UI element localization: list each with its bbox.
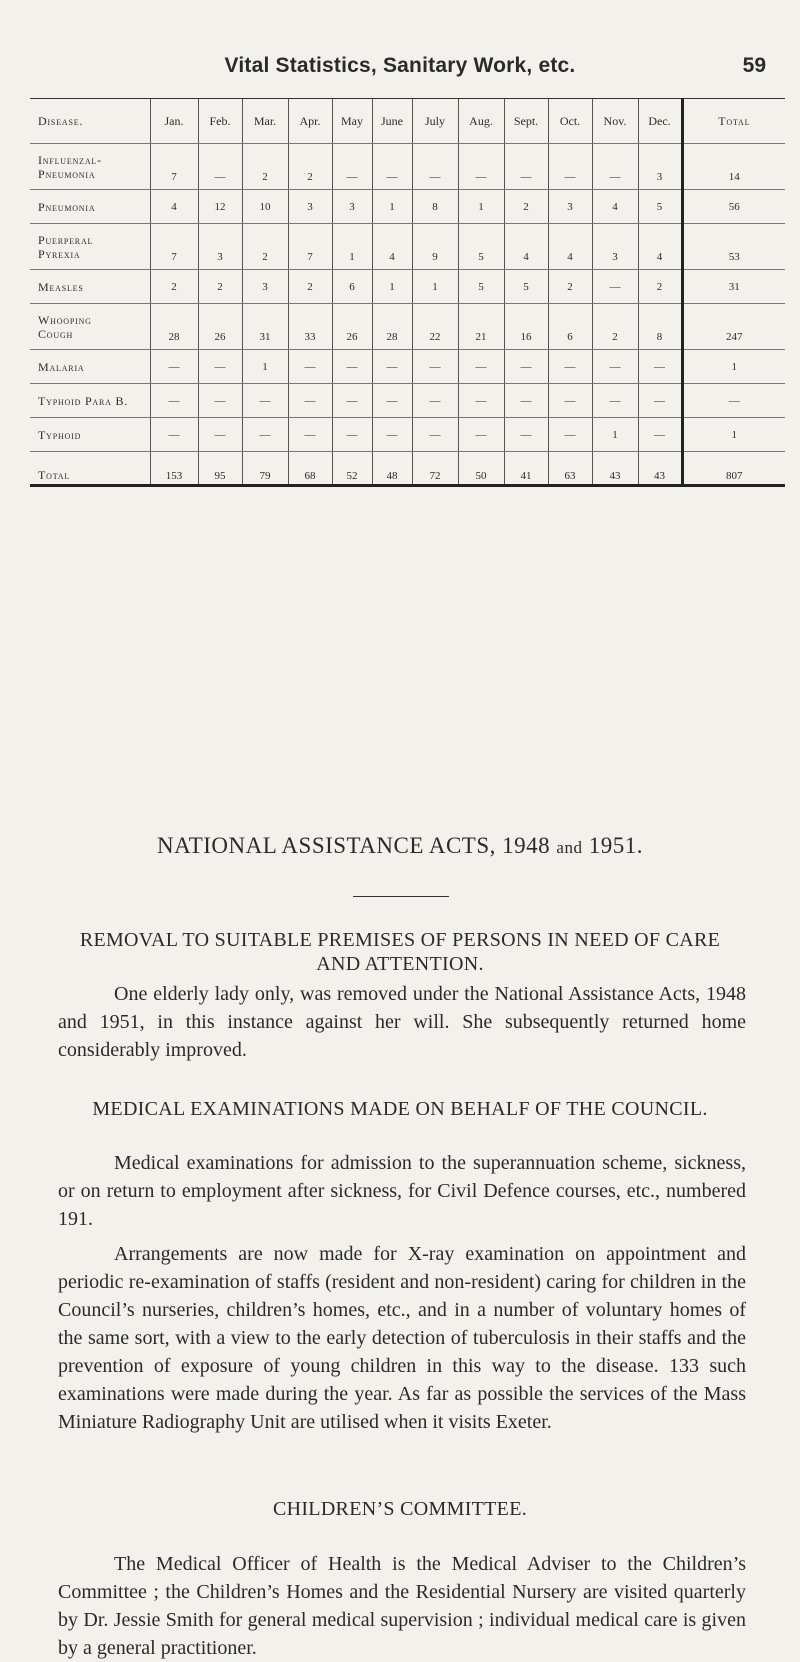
month-value-cell: — xyxy=(504,350,548,384)
page-number: 59 xyxy=(742,54,766,77)
disease-name xyxy=(30,304,150,350)
disease-name-line1: Pneumonia xyxy=(38,199,96,214)
table-row xyxy=(30,384,785,418)
month-value-cell: 4 xyxy=(548,224,592,270)
month-value-cell: 26 xyxy=(332,304,372,350)
month-value-cell: — xyxy=(638,384,682,418)
month-value-cell: 4 xyxy=(372,224,412,270)
disease-name xyxy=(30,418,150,452)
month-value-cell: — xyxy=(288,350,332,384)
table-row xyxy=(30,418,785,452)
month-value-cell: 6 xyxy=(332,270,372,304)
month-value-cell: 7 xyxy=(150,144,198,190)
month-total-cell: 50 xyxy=(458,452,504,486)
month-total-cell: 95 xyxy=(198,452,242,486)
month-value-cell: — xyxy=(592,350,638,384)
month-value-cell: 2 xyxy=(242,224,288,270)
column-header: Nov. xyxy=(592,99,638,144)
month-value-cell: — xyxy=(288,384,332,418)
month-value-cell: 21 xyxy=(458,304,504,350)
disease-monthly-table xyxy=(30,98,785,487)
month-value-cell: — xyxy=(288,418,332,452)
month-value-cell: 1 xyxy=(458,190,504,224)
month-value-cell: — xyxy=(372,418,412,452)
month-value-cell: 5 xyxy=(458,224,504,270)
main-title-part1: NATIONAL ASSISTANCE ACTS, 1948 xyxy=(157,833,557,858)
main-title xyxy=(0,833,800,859)
month-value-cell: 5 xyxy=(638,190,682,224)
month-value-cell: 22 xyxy=(412,304,458,350)
month-value-cell: — xyxy=(504,384,548,418)
month-value-cell: 3 xyxy=(198,224,242,270)
column-header: Feb. xyxy=(198,99,242,144)
month-value-cell: 4 xyxy=(150,190,198,224)
disease-name-line1: Malaria xyxy=(38,359,85,374)
column-header: Oct. xyxy=(548,99,592,144)
disease-name-line1: Puerperal xyxy=(38,232,94,247)
month-total-cell: 68 xyxy=(288,452,332,486)
month-value-cell: — xyxy=(332,144,372,190)
column-header: May xyxy=(332,99,372,144)
section-heading-removal: REMOVAL TO SUITABLE PREMISES OF PERSONS IN NEED OF CARE AND ATTENTION. xyxy=(79,929,721,975)
month-value-cell: — xyxy=(548,144,592,190)
month-total-cell: 72 xyxy=(412,452,458,486)
grand-total-cell: 807 xyxy=(682,452,785,486)
month-value-cell: 2 xyxy=(548,270,592,304)
column-header: Total xyxy=(682,99,785,144)
row-total-cell: 56 xyxy=(682,190,785,224)
disease-name-line1: Typhoid xyxy=(38,427,82,442)
month-value-cell: — xyxy=(458,144,504,190)
disease-name-line1: Measles xyxy=(38,279,84,294)
month-value-cell: 8 xyxy=(412,190,458,224)
table-row xyxy=(30,190,785,224)
month-value-cell: — xyxy=(504,418,548,452)
month-value-cell: — xyxy=(412,350,458,384)
disease-name-line2: Pneumonia xyxy=(38,166,96,181)
month-value-cell: — xyxy=(242,418,288,452)
month-value-cell: — xyxy=(504,144,548,190)
month-value-cell: 16 xyxy=(504,304,548,350)
section-heading-childrens-committee: CHILDREN’S COMMITTEE. xyxy=(272,1498,528,1520)
month-value-cell: — xyxy=(412,144,458,190)
paragraph-removal: One elderly lady only, was removed under the National Assistance Acts, 1948 and 1951, in this instance against her will. She subsequently returned home considerably improved. xyxy=(58,983,746,1061)
column-header: Apr. xyxy=(288,99,332,144)
disease-name-line2: Cough xyxy=(38,326,74,341)
month-value-cell: — xyxy=(638,350,682,384)
paragraph-xray-arrangements: Arrangements are now made for X-ray examination on appointment and periodic re-examination of staffs (resident and non-resident) caring for children in the Council’s nurseries, children’s homes, etc., and in a number of voluntary homes of the same sort, with a view to the early detection of tuberculosis in their staffs and the prevention of exposure of young children in this way to the disease. 133 such examinations were made during the year. As far as possible the services of the Mass Miniature Radiography Unit are utilised when it visits Exeter. xyxy=(58,1243,746,1433)
column-header: July xyxy=(412,99,458,144)
month-value-cell: — xyxy=(150,418,198,452)
running-head: Vital Statistics, Sanitary Work, etc. xyxy=(224,54,576,77)
month-value-cell: 4 xyxy=(592,190,638,224)
month-total-cell: 43 xyxy=(638,452,682,486)
month-value-cell: 2 xyxy=(288,144,332,190)
month-total-cell: 79 xyxy=(242,452,288,486)
month-value-cell: 4 xyxy=(504,224,548,270)
month-value-cell: 6 xyxy=(548,304,592,350)
column-header: Aug. xyxy=(458,99,504,144)
month-value-cell: 3 xyxy=(242,270,288,304)
main-title-part2: 1951. xyxy=(582,833,643,858)
month-value-cell: 9 xyxy=(412,224,458,270)
month-value-cell: — xyxy=(332,384,372,418)
disease-name xyxy=(30,224,150,270)
row-total-cell: 31 xyxy=(682,270,785,304)
table-total-row xyxy=(30,452,785,486)
disease-name-line1: Whooping xyxy=(38,312,92,327)
month-value-cell: — xyxy=(412,384,458,418)
month-value-cell: 3 xyxy=(332,190,372,224)
month-value-cell: 2 xyxy=(592,304,638,350)
month-value-cell: 26 xyxy=(198,304,242,350)
month-value-cell: 1 xyxy=(592,418,638,452)
month-value-cell: 2 xyxy=(504,190,548,224)
table-header-row xyxy=(30,99,785,144)
month-value-cell: — xyxy=(458,418,504,452)
month-total-cell: 48 xyxy=(372,452,412,486)
month-value-cell: 1 xyxy=(372,190,412,224)
month-value-cell: 4 xyxy=(638,224,682,270)
column-header: Disease. xyxy=(30,99,150,144)
month-total-cell: 43 xyxy=(592,452,638,486)
row-total-cell: — xyxy=(682,384,785,418)
month-value-cell: — xyxy=(198,144,242,190)
table-row xyxy=(30,270,785,304)
month-value-cell: — xyxy=(332,418,372,452)
total-label: Total xyxy=(30,452,150,486)
month-value-cell: 3 xyxy=(638,144,682,190)
month-value-cell: 10 xyxy=(242,190,288,224)
month-total-cell: 52 xyxy=(332,452,372,486)
table-row xyxy=(30,350,785,384)
month-value-cell: — xyxy=(242,384,288,418)
month-value-cell: — xyxy=(458,384,504,418)
month-value-cell: 3 xyxy=(592,224,638,270)
month-value-cell: 28 xyxy=(372,304,412,350)
disease-name-line2: Pyrexia xyxy=(38,246,81,261)
month-value-cell: — xyxy=(548,418,592,452)
month-value-cell: — xyxy=(412,418,458,452)
row-total-cell: 1 xyxy=(682,350,785,384)
month-value-cell: — xyxy=(372,384,412,418)
month-value-cell: 7 xyxy=(288,224,332,270)
month-value-cell: 33 xyxy=(288,304,332,350)
row-total-cell: 1 xyxy=(682,418,785,452)
month-value-cell: — xyxy=(548,350,592,384)
month-value-cell: 12 xyxy=(198,190,242,224)
month-value-cell: — xyxy=(548,384,592,418)
month-value-cell: 2 xyxy=(242,144,288,190)
section-heading-medical-examinations: MEDICAL EXAMINATIONS MADE ON BEHALF OF THE COUNCIL. xyxy=(92,1098,708,1120)
month-total-cell: 41 xyxy=(504,452,548,486)
month-value-cell: 8 xyxy=(638,304,682,350)
row-total-cell: 14 xyxy=(682,144,785,190)
row-total-cell: 247 xyxy=(682,304,785,350)
disease-name xyxy=(30,270,150,304)
disease-name-line1: Influenzal- xyxy=(38,152,102,167)
month-value-cell: 2 xyxy=(150,270,198,304)
column-header: Mar. xyxy=(242,99,288,144)
month-value-cell: — xyxy=(592,270,638,304)
column-header: Jan. xyxy=(150,99,198,144)
month-value-cell: 5 xyxy=(458,270,504,304)
month-value-cell: — xyxy=(332,350,372,384)
month-value-cell: 31 xyxy=(242,304,288,350)
disease-name xyxy=(30,190,150,224)
month-value-cell: 2 xyxy=(198,270,242,304)
month-value-cell: — xyxy=(150,384,198,418)
paragraph-childrens-committee: The Medical Officer of Health is the Medical Adviser to the Children’s Committee ; the Children’s Homes and the Residential Nursery are visited quarterly by Dr. Jessie Smith for general medical supervision ; individual medical care is given by a general practitioner. xyxy=(58,1553,746,1659)
month-value-cell: 1 xyxy=(332,224,372,270)
month-value-cell: 28 xyxy=(150,304,198,350)
divider-rule xyxy=(353,896,449,897)
month-value-cell: — xyxy=(372,350,412,384)
page-header xyxy=(0,54,800,84)
column-header: Dec. xyxy=(638,99,682,144)
column-header: June xyxy=(372,99,412,144)
month-value-cell: — xyxy=(150,350,198,384)
disease-name xyxy=(30,384,150,418)
month-value-cell: 1 xyxy=(372,270,412,304)
disease-name-line1: Typhoid Para B. xyxy=(38,393,129,408)
month-total-cell: 63 xyxy=(548,452,592,486)
table-row xyxy=(30,144,785,190)
month-value-cell: 1 xyxy=(242,350,288,384)
column-header: Sept. xyxy=(504,99,548,144)
month-value-cell: — xyxy=(198,418,242,452)
month-value-cell: 2 xyxy=(288,270,332,304)
table-row xyxy=(30,224,785,270)
month-value-cell: — xyxy=(638,418,682,452)
month-value-cell: — xyxy=(372,144,412,190)
month-value-cell: — xyxy=(458,350,504,384)
table-row xyxy=(30,304,785,350)
row-total-cell: 53 xyxy=(682,224,785,270)
disease-name xyxy=(30,350,150,384)
month-value-cell: 1 xyxy=(412,270,458,304)
disease-name xyxy=(30,144,150,190)
month-value-cell: — xyxy=(592,144,638,190)
month-value-cell: 3 xyxy=(288,190,332,224)
month-value-cell: 3 xyxy=(548,190,592,224)
month-value-cell: 2 xyxy=(638,270,682,304)
month-value-cell: — xyxy=(198,350,242,384)
month-value-cell: — xyxy=(198,384,242,418)
paragraph-medical-examinations: Medical examinations for admission to the superannuation scheme, sickness, or on return to employment after sickness, for Civil Defence courses, etc., numbered 191. xyxy=(58,1152,746,1230)
month-total-cell: 153 xyxy=(150,452,198,486)
month-value-cell: 5 xyxy=(504,270,548,304)
month-value-cell: 7 xyxy=(150,224,198,270)
main-title-and: and xyxy=(556,838,583,857)
month-value-cell: — xyxy=(592,384,638,418)
